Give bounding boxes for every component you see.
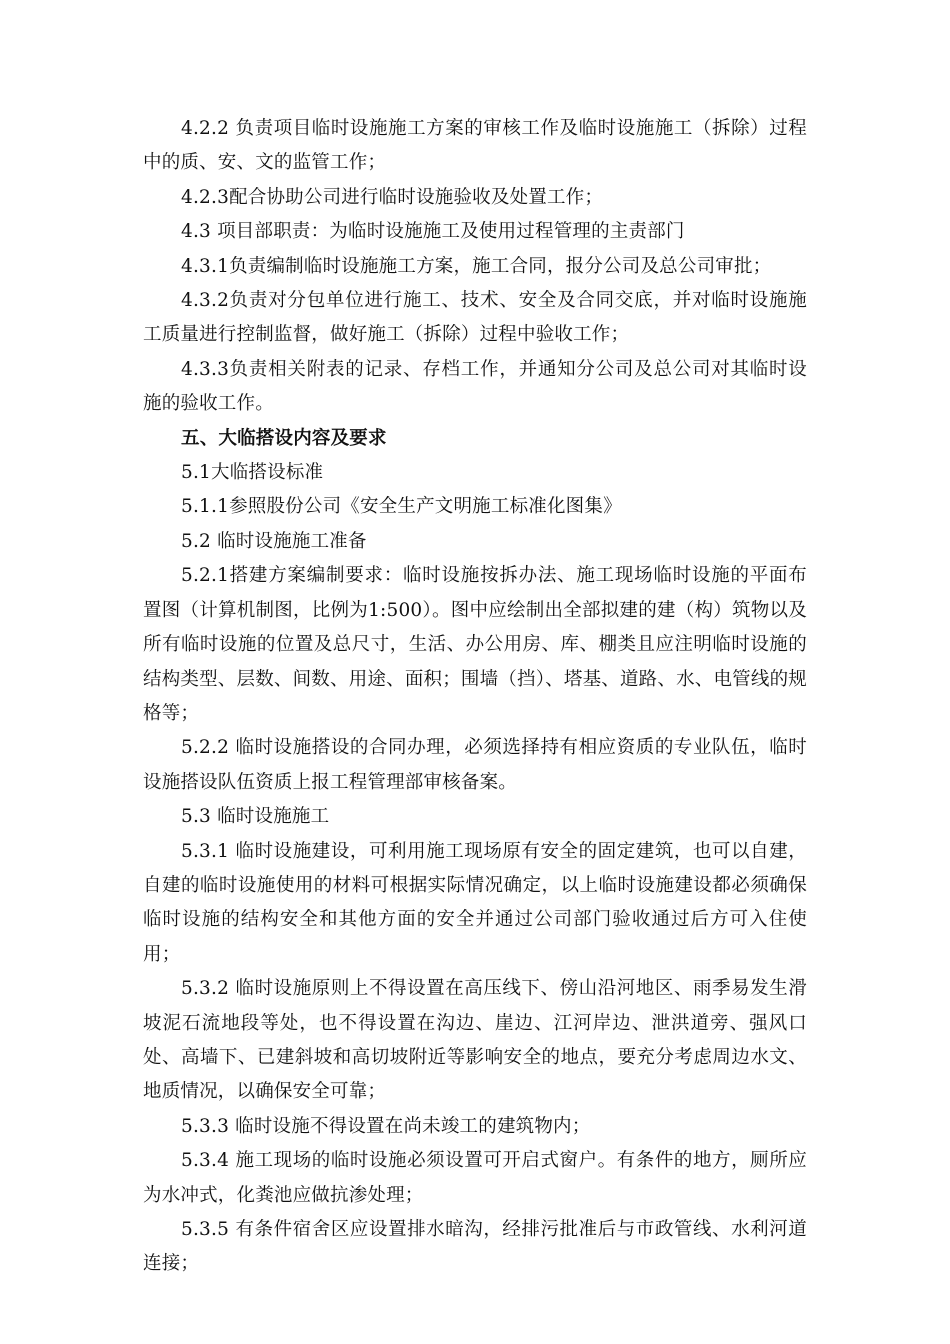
paragraph-4-2-2: 4.2.2 负责项目临时设施施工方案的审核工作及临时设施施工（拆除）过程中的质、安、文的监管工作； — [143, 118, 807, 174]
paragraph-5-3-5: 5.3.5 有条件宿舍区应设置排水暗沟，经排污批准后与市政管线、水利河道连接； — [143, 1219, 807, 1275]
section-heading-5: 五、大临搭设内容及要求 — [181, 427, 387, 449]
paragraph-5-2-2: 5.2.2 临时设施搭设的合同办理，必须选择持有相应资质的专业队伍，临时设施搭设队伍资质上报工程管理部审核备案。 — [143, 737, 807, 793]
paragraph-5-3: 5.3 临时设施施工 — [181, 806, 330, 828]
document-body — [143, 112, 807, 1282]
paragraph-5-2: 5.2 临时设施施工准备 — [181, 530, 367, 552]
paragraph-4-3-3: 4.3.3负责相关附表的记录、存档工作，并通知分公司及总公司对其临时设施的验收工作。 — [143, 358, 807, 415]
paragraph-5-3-2: 5.3.2 临时设施原则上不得设置在高压线下、傍山沿河地区、雨季易发生滑坡泥石流地段等处，也不得设置在沟边、崖边、江河岸边、泄洪道旁、强风口处、高墙下、已建斜坡和高切坡附近等影响安全的地点，要充分考虑周边水文、地质情况，以确保安全可靠； — [143, 978, 807, 1103]
paragraph-4-2-3: 4.2.3配合协助公司进行临时设施验收及处置工作； — [181, 186, 604, 208]
paragraph-5-3-4: 5.3.4 施工现场的临时设施必须设置可开启式窗户。有条件的地方，厕所应为水冲式，化粪池应做抗渗处理； — [143, 1150, 807, 1206]
paragraph-5-1-1: 5.1.1参照股份公司《安全生产文明施工标准化图集》 — [181, 496, 622, 518]
paragraph-5-3-3: 5.3.3 临时设施不得设置在尚未竣工的建筑物内； — [181, 1115, 591, 1137]
paragraph-5-3-1: 5.3.1 临时设施建设，可利用施工现场原有安全的固定建筑，也可以自建，自建的临时设施使用的材料可根据实际情况确定，以上临时设施建设都必须确保临时设施的结构安全和其他方面的安全并通过公司部门验收通过后方可入住使用； — [143, 840, 807, 965]
paragraph-5-2-1: 5.2.1搭建方案编制要求：临时设施按拆办法、施工现场临时设施的平面布置图（计算机制图，比例为1:500）。图中应绘制出全部拟建的建（构）筑物以及所有临时设施的位置及总尺寸，生活、办公用房、库、棚类且应注明临时设施的结构类型、层数、间数、用途、面积；围墙（挡）、塔基、道路、水、电管线的规格等； — [143, 565, 807, 724]
paragraph-4-3-1: 4.3.1负责编制临时设施施工方案，施工合同，报分公司及总公司审批； — [181, 255, 772, 277]
paragraph-4-3: 4.3 项目部职责：为临时设施施工及使用过程管理的主责部门 — [181, 221, 685, 243]
paragraph-4-3-2: 4.3.2负责对分包单位进行施工、技术、安全及合同交底，并对临时设施施工质量进行控制监督，做好施工（拆除）过程中验收工作； — [143, 290, 807, 346]
paragraph-5-1: 5.1大临搭设标准 — [181, 462, 324, 484]
